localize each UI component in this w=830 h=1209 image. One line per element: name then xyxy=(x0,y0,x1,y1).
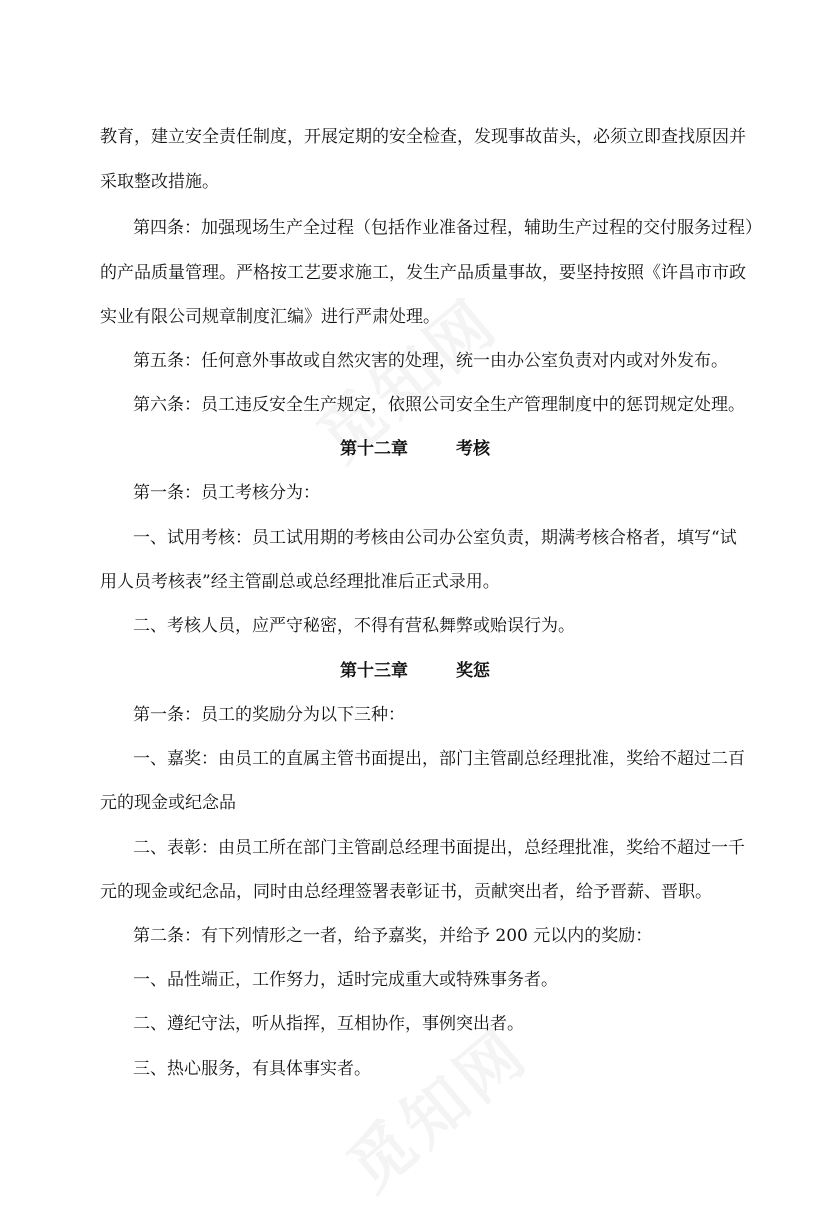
list-item-line: 二、表彰：由员工所在部门主管副总经理书面提出，总经理批准，奖给不超过一千 xyxy=(133,838,745,858)
paragraph-line: 教育，建立安全责任制度，开展定期的安全检查，发现事故苗头，必须立即查找原因并 xyxy=(100,127,746,147)
article-1-line: 第一条：员工考核分为： xyxy=(133,483,320,503)
list-item-line: 二、遵纪守法，听从指挥，互相协作，事例突出者。 xyxy=(133,1014,524,1034)
list-item-line: 一、嘉奖：由员工的直属主管书面提出，部门主管副总经理批准，奖给不超过二百 xyxy=(133,749,745,769)
article-1-line: 第一条：员工的奖励分为以下三种： xyxy=(133,705,405,725)
chapter-12-heading xyxy=(0,438,830,460)
chapter-13-heading xyxy=(0,660,830,682)
chapter-number: 第十三章 xyxy=(340,661,408,681)
article-4-line: 第四条：加强现场生产全过程（包括作业准备过程，辅助生产过程的交付服务过程） xyxy=(133,218,762,238)
paragraph-line: 实业有限公司规章制度汇编》进行严肃处理。 xyxy=(100,307,440,327)
article-5-line: 第五条：任何意外事故或自然灾害的处理，统一由办公室负责对内或对外发布。 xyxy=(133,351,728,371)
list-item-line: 二、考核人员，应严守秘密，不得有营私舞弊或贻误行为。 xyxy=(133,616,575,636)
list-item-line: 一、品性端正，工作努力，适时完成重大或特殊事务者。 xyxy=(133,970,558,990)
paragraph-line: 元的现金或纪念品 xyxy=(100,793,236,813)
chapter-title: 奖惩 xyxy=(456,661,490,681)
list-item-line: 一、试用考核：员工试用期的考核由公司办公室负责，期满考核合格者，填写“试 xyxy=(133,528,737,548)
chapter-title: 考核 xyxy=(456,439,490,459)
article-6-line: 第六条：员工违反安全生产规定，依照公司安全生产管理制度中的惩罚规定处理。 xyxy=(133,395,745,415)
article-2-line: 第二条：有下列情形之一者，给予嘉奖，并给予 200 元以内的奖励： xyxy=(133,926,653,946)
paragraph-line: 用人员考核表”经主管副总或总经理批准后正式录用。 xyxy=(100,572,500,592)
paragraph-line: 元的现金或纪念品，同时由总经理签署表彰证书，贡献突出者，给予晋薪、晋职。 xyxy=(100,882,712,902)
paragraph-line: 采取整改措施。 xyxy=(100,172,219,192)
chapter-number: 第十二章 xyxy=(340,439,408,459)
paragraph-line: 的产品质量管理。严格按工艺要求施工，发生产品质量事故，要坚持按照《许昌市市政 xyxy=(100,263,746,283)
list-item-line: 三、热心服务，有具体事实者。 xyxy=(133,1059,371,1079)
